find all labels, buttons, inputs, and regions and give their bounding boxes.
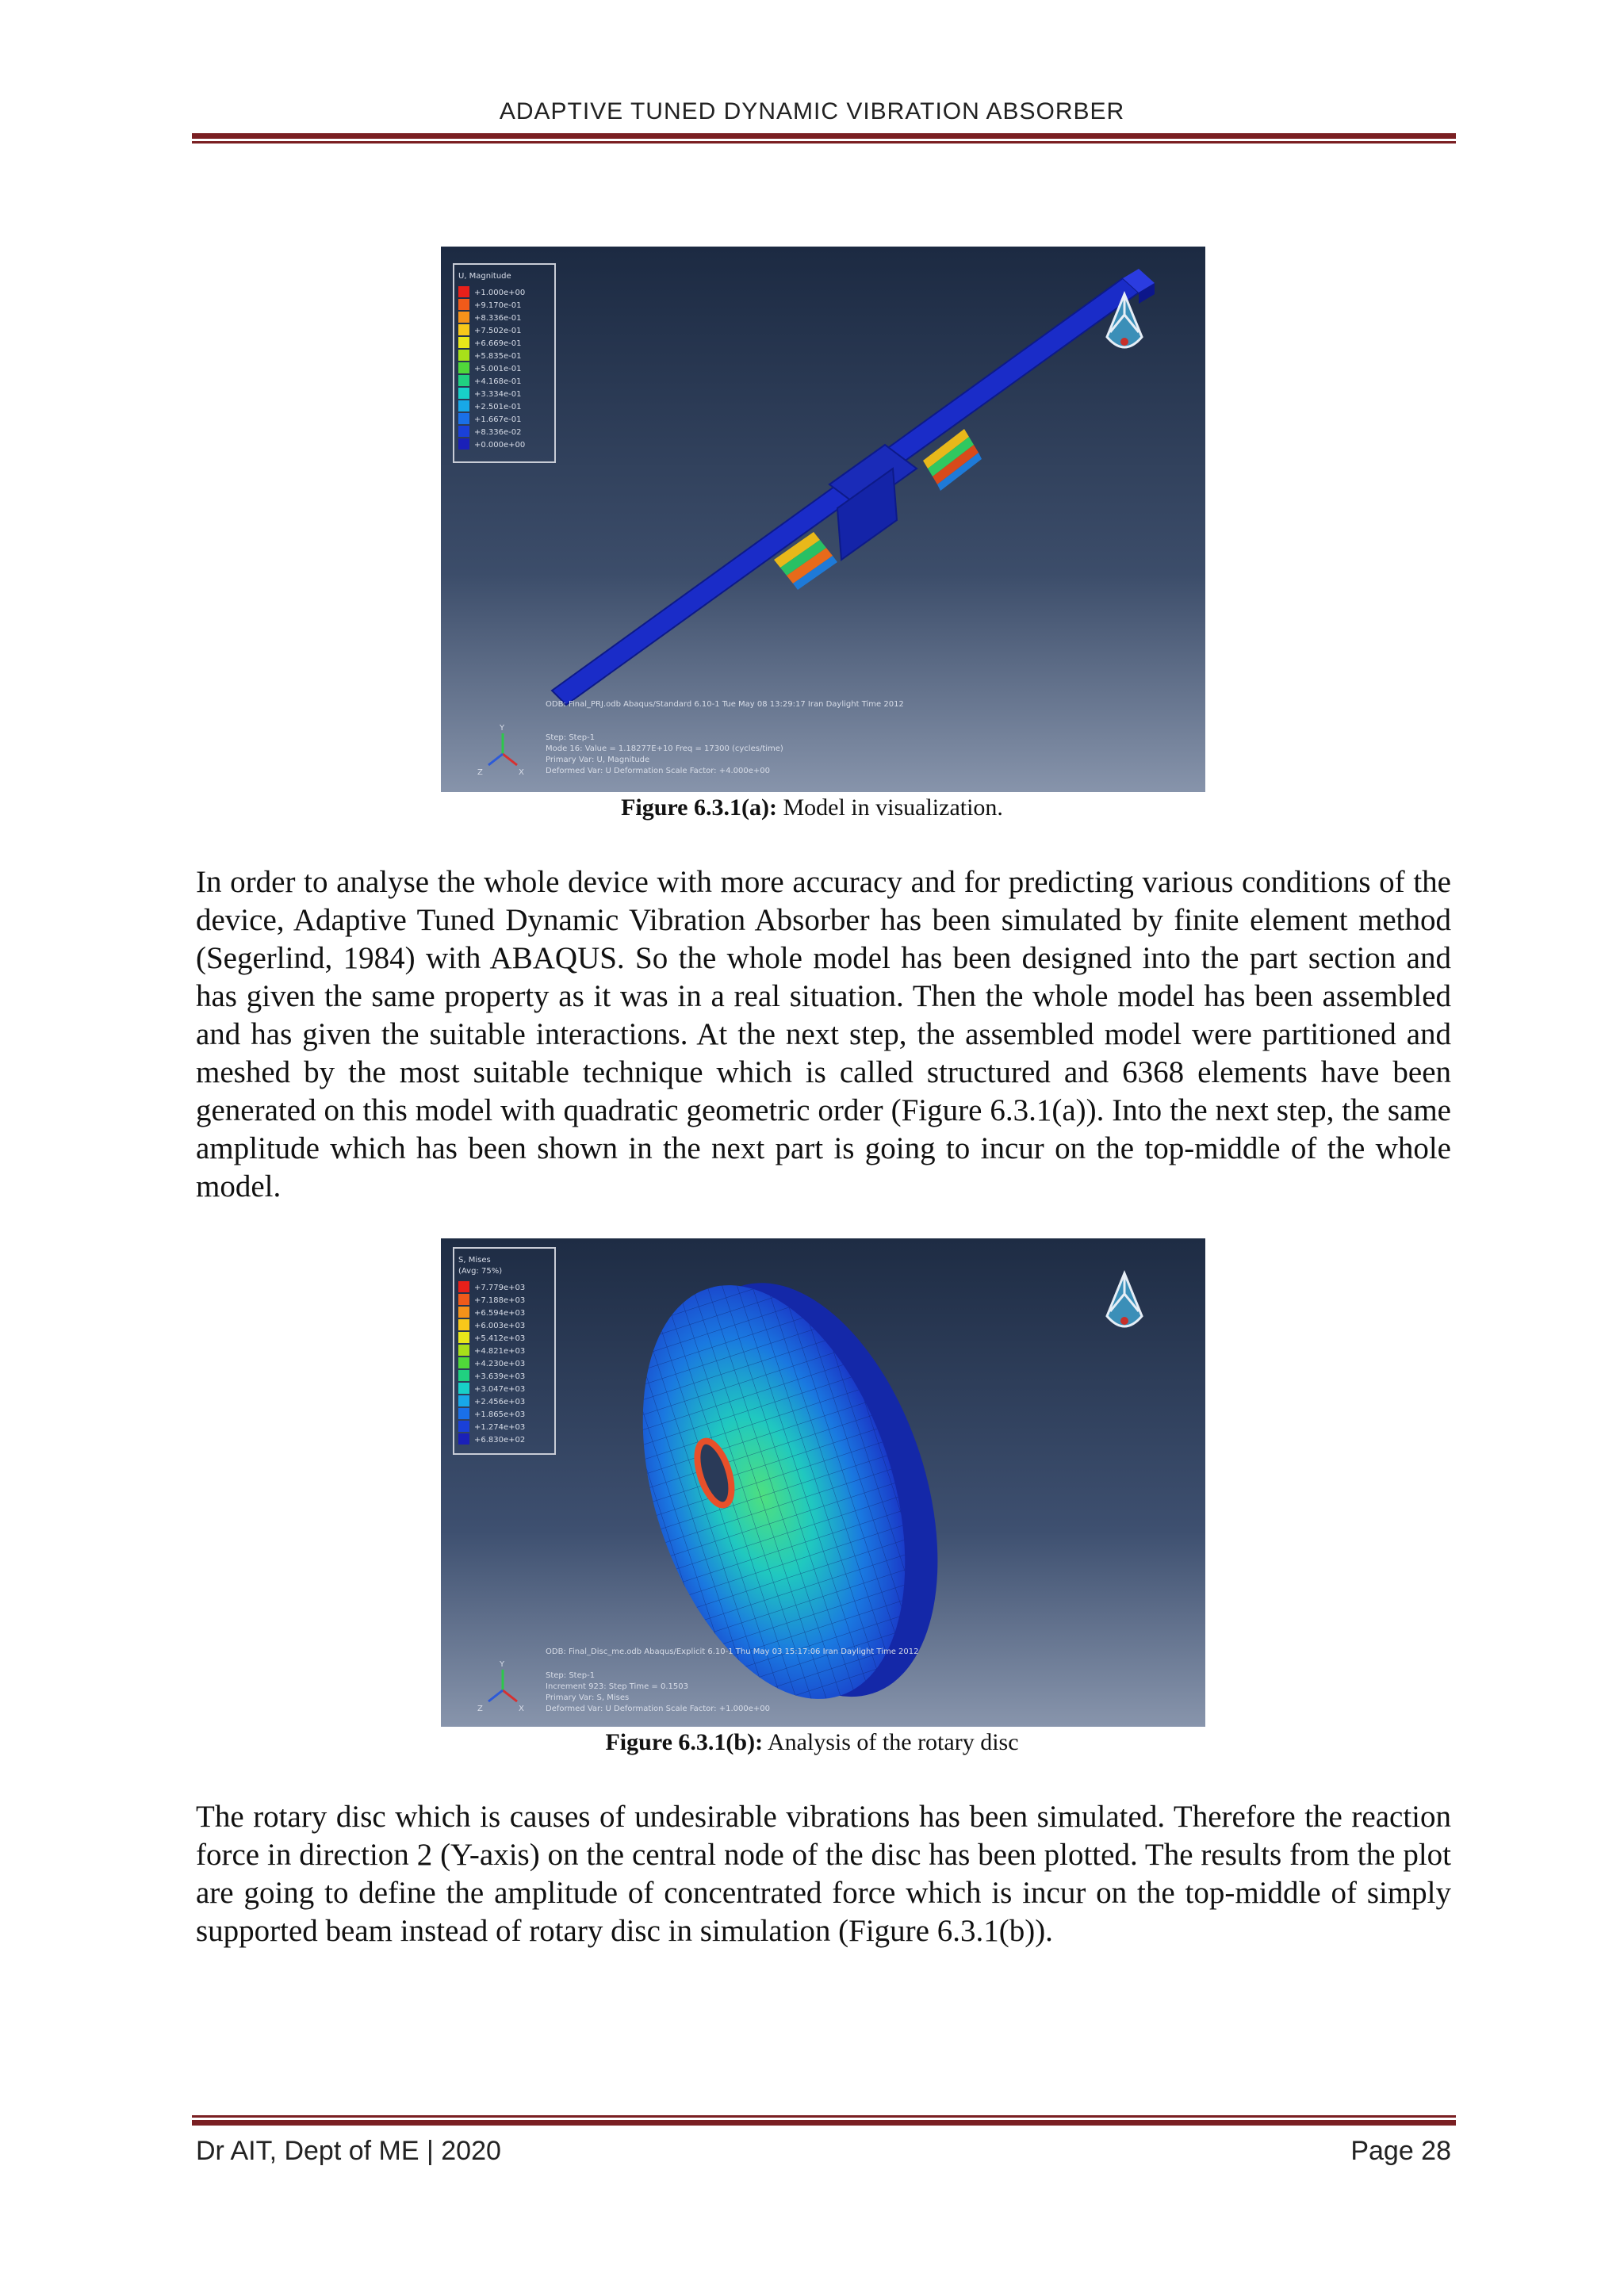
svg-text:Z: Z: [477, 1705, 483, 1713]
figure-b-image: [441, 1238, 1205, 1727]
legend-swatch: [458, 1357, 469, 1368]
legend-swatch: [458, 1408, 469, 1419]
legend-value: +1.667e-01: [474, 415, 522, 424]
figure-b-caption: Figure 6.3.1(b): Analysis of the rotary disc: [605, 1729, 1019, 1755]
legend-swatch: [458, 1281, 469, 1292]
legend-swatch: [458, 337, 469, 348]
legend-swatch: [458, 1383, 469, 1394]
legend-value: +7.779e+03: [474, 1284, 526, 1292]
figure-b-legend-subtitle: (Avg: 75%): [458, 1267, 503, 1276]
footer-department: Dr AIT, Dept of ME | 2020: [196, 2136, 501, 2166]
legend-value: +1.000e+00: [474, 289, 526, 297]
figure-a-caption: Figure 6.3.1(a): Model in visualization.: [621, 794, 1003, 821]
legend-value: +2.501e-01: [474, 403, 522, 411]
figure-a-info-1: ODB: Final_PRJ.odb Abaqus/Standard 6.10-1 Tue May 08 13:29:17 Iran Daylight Time 2012: [546, 700, 904, 709]
figure-a-info-5: Deformed Var: U Deformation Scale Factor: +4.000e+00: [546, 767, 770, 775]
figure-b-info-4: Primary Var: S, Mises: [546, 1693, 630, 1702]
figure-a-info-3: Mode 16: Value = 1.18277E+10 Freq = 17300 (cycles/time): [546, 744, 783, 753]
legend-value: +3.047e+03: [474, 1385, 526, 1394]
legend-swatch: [458, 400, 469, 411]
legend-value: +7.502e-01: [474, 327, 522, 335]
legend-swatch: [458, 312, 469, 323]
legend-value: +5.835e-01: [474, 352, 522, 361]
legend-value: +2.456e+03: [474, 1398, 526, 1406]
figure-b-info-1: ODB: Final_Disc_me.odb Abaqus/Explicit 6.10-1 Thu May 03 15:17:06 Iran Daylight Time 2012: [546, 1647, 919, 1656]
body-paragraph-1: In order to analyse the whole device with more accuracy and for predicting various conditions of the device, Adaptive Tuned Dynamic Vibration Absorber has been simulated by finite element method (Segerlind, 1984) with ABAQUS. So the whole model has been designed into the part section and has given the same property as it was in a real situation. Then the whole model has been assembled and has given the suitable interactions. At the next step, the assembled model were partitioned and meshed by the most suitable technique which is called structured and 6368 elements have been generated on this model with quadratic geometric order (Figure 6.3.1(a)). Into the next step, the same amplitude which has been shown in the next part is going to incur on the top-middle of the whole model.: [196, 865, 1451, 1203]
figure-b-info-5: Deformed Var: U Deformation Scale Factor: +1.000e+00: [546, 1705, 770, 1713]
legend-value: +3.334e-01: [474, 390, 522, 399]
legend-value: +9.170e-01: [474, 301, 522, 310]
legend-value: +6.594e+03: [474, 1309, 526, 1318]
legend-swatch: [458, 1433, 469, 1445]
svg-text:Z: Z: [477, 768, 483, 777]
legend-swatch: [458, 286, 469, 297]
svg-text:X: X: [519, 768, 524, 777]
legend-value: +3.639e+03: [474, 1372, 526, 1381]
legend-value: +0.000e+00: [474, 441, 526, 450]
legend-value: +8.336e-02: [474, 428, 522, 437]
legend-value: +4.821e+03: [474, 1347, 526, 1356]
legend-swatch: [458, 1421, 469, 1432]
legend-swatch: [458, 299, 469, 310]
legend-swatch: [458, 1395, 469, 1406]
svg-text:Y: Y: [500, 724, 505, 733]
legend-swatch: [458, 1332, 469, 1343]
legend-swatch: [458, 1319, 469, 1330]
legend-swatch: [458, 350, 469, 361]
legend-swatch: [458, 426, 469, 437]
legend-swatch: [458, 388, 469, 399]
footer-rule: [192, 2115, 1456, 2126]
legend-value: +1.865e+03: [474, 1410, 526, 1419]
svg-text:X: X: [519, 1705, 524, 1713]
running-header: ADAPTIVE TUNED DYNAMIC VIBRATION ABSORBER: [499, 98, 1125, 124]
legend-swatch: [458, 324, 469, 335]
figure-a-image: [441, 247, 1205, 792]
legend-swatch: [458, 438, 469, 450]
legend-value: +4.230e+03: [474, 1360, 526, 1368]
legend-value: +5.001e-01: [474, 365, 522, 373]
svg-text:Y: Y: [500, 1660, 505, 1669]
legend-value: +4.168e-01: [474, 377, 522, 386]
figure-a-legend-title: U, Magnitude: [458, 272, 511, 281]
legend-swatch: [458, 413, 469, 424]
legend-value: +6.003e+03: [474, 1322, 526, 1330]
legend-value: +8.336e-01: [474, 314, 522, 323]
legend-swatch: [458, 1307, 469, 1318]
legend-value: +5.412e+03: [474, 1334, 526, 1343]
header-rule: [192, 133, 1456, 144]
page-number: Page 28: [1350, 2136, 1451, 2166]
body-paragraph-2: The rotary disc which is causes of undesirable vibrations has been simulated. Therefore the reaction force in direction 2 (Y-axis) on the central node of the disc has been plotted. The results from the plot are going to define the amplitude of concentrated force which is incur on the top-middle of simply supported beam instead of rotary disc in simulation (Figure 6.3.1(b)).: [196, 1800, 1451, 1948]
legend-swatch: [458, 375, 469, 386]
legend-value: +6.830e+02: [474, 1436, 526, 1445]
legend-value: +6.669e-01: [474, 339, 522, 348]
legend-swatch: [458, 1294, 469, 1305]
legend-swatch: [458, 1370, 469, 1381]
legend-value: +7.188e+03: [474, 1296, 526, 1305]
figure-b-info-3: Increment 923: Step Time = 0.1503: [546, 1682, 688, 1691]
figure-a-info-2: Step: Step-1: [546, 733, 596, 742]
figure-b-legend-title: S, Mises: [458, 1256, 491, 1265]
legend-swatch: [458, 1345, 469, 1356]
figure-b-info-2: Step: Step-1: [546, 1671, 596, 1680]
legend-value: +1.274e+03: [474, 1423, 526, 1432]
figure-a-info-4: Primary Var: U, Magnitude: [546, 756, 650, 764]
legend-swatch: [458, 362, 469, 373]
